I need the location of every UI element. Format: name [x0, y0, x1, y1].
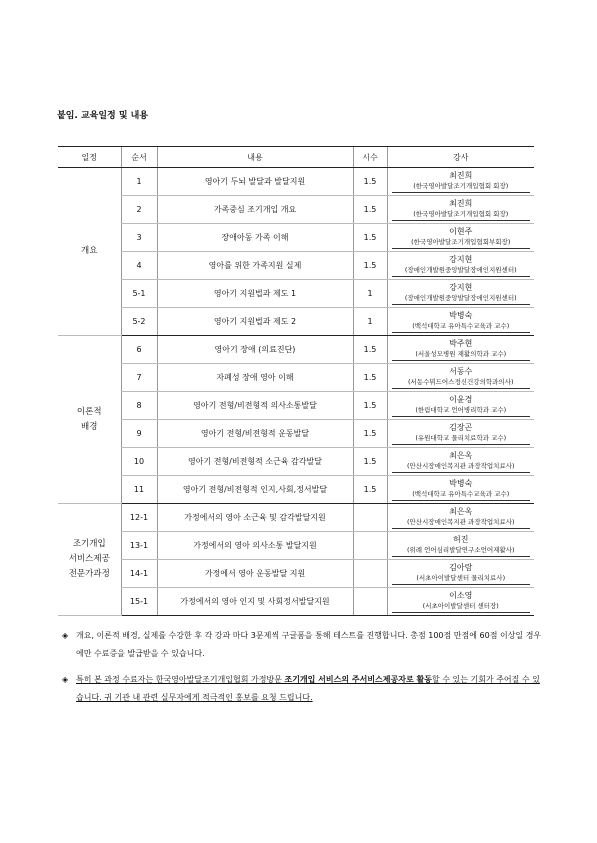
content-cell: 가정에서의 영아 소근육 및 감각발달지원: [157, 504, 353, 532]
instructor-cell: [387, 252, 534, 280]
table-row: [58, 196, 534, 224]
header-content: 내용: [157, 147, 353, 168]
instructor-name: 박병숙: [449, 311, 473, 320]
table-row: [58, 392, 534, 420]
instructor-cell: [387, 196, 534, 224]
instructor-affiliation: (위례 언어심리발달연구소언어재활사): [392, 545, 531, 557]
note-2: [62, 671, 544, 707]
order-cell: 11: [121, 476, 157, 504]
order-cell: 8: [121, 392, 157, 420]
instructor-affiliation: (백석대학교 유아특수교육과 교수): [392, 489, 531, 501]
content-cell: 영아기 전형/비전형적 운동발달: [157, 420, 353, 448]
instructor-affiliation: (서동수뮈드어스정신건강의학과의사): [392, 377, 531, 389]
instructor-cell: [387, 308, 534, 336]
hours-cell: 1.5: [353, 420, 387, 448]
instructor-affiliation: (한국영아발달조기개입협회부회장): [392, 237, 531, 249]
instructor-affiliation: (서초아이발달센터 물리치료사): [392, 573, 531, 585]
instructor-cell: [387, 224, 534, 252]
note-1-text: 개요, 이론적 배경, 실제를 수강한 후 각 강과 마다 3문제씩 구글폼을 통해 테스트를 진행합니다. 총점 100점 만점에 60점 이상일 경우에만 수료증을 발급받을 수 있습니다.: [76, 631, 542, 658]
page-title: 붙임. 교육일정 및 내용: [57, 111, 149, 121]
instructor-name: 최진희: [449, 171, 473, 180]
instructor-affiliation: (유원대학교 물리치료학과 교수): [392, 433, 531, 445]
header-order: 순서: [121, 147, 157, 168]
instructor-name: 강지현: [449, 255, 473, 264]
schedule-table: [58, 146, 534, 616]
instructor-cell: [387, 336, 534, 364]
instructor-cell: [387, 560, 534, 588]
hours-cell: 1: [353, 280, 387, 308]
content-cell: 영아기 지원법과 제도 2: [157, 308, 353, 336]
header-hours: 시수: [353, 147, 387, 168]
instructor-affiliation: (서울성모병원 재활의학과 교수): [392, 349, 531, 361]
diamond-bullet-icon: ◈: [62, 631, 69, 640]
table-row: [58, 308, 534, 336]
content-cell: 영아기 전형/비전형적 인지,사회,정서발달: [157, 476, 353, 504]
table-row: [58, 364, 534, 392]
instructor-name: 이윤경: [449, 395, 473, 404]
content-cell: 자폐성 장애 영아 이해: [157, 364, 353, 392]
table-row: [58, 336, 534, 364]
content-cell: 영아기 장애 (의료진단): [157, 336, 353, 364]
content-cell: 가정에서의 영아 인지 및 사회정서발달지원: [157, 588, 353, 616]
order-cell: 9: [121, 420, 157, 448]
instructor-name: 김아람: [449, 563, 473, 572]
table-row: [58, 588, 534, 616]
hours-cell: 1.5: [353, 448, 387, 476]
instructor-name: 강지현: [449, 283, 473, 292]
content-cell: 영아기 지원법과 제도 1: [157, 280, 353, 308]
instructor-affiliation: (한림대학교 언어병리학과 교수): [392, 405, 531, 417]
order-cell: 14-1: [121, 560, 157, 588]
instructor-cell: [387, 392, 534, 420]
instructor-name: 이소영: [449, 591, 473, 600]
instructor-name: 최은옥: [449, 507, 473, 516]
order-cell: 5-2: [121, 308, 157, 336]
content-cell: 영아기 전형/비전형적 의사소통발달: [157, 392, 353, 420]
instructor-name: 허진: [453, 535, 469, 544]
table-row: [58, 532, 534, 560]
order-cell: 3: [121, 224, 157, 252]
header-schedule: 일정: [58, 147, 121, 168]
hours-cell: 1.5: [353, 364, 387, 392]
content-cell: 가정에서의 영아 의사소통 발달지원: [157, 532, 353, 560]
hours-cell: 1.5: [353, 224, 387, 252]
table-header-row: [58, 147, 534, 168]
instructor-name: 박주현: [449, 339, 473, 348]
header-instructor: 강사: [387, 147, 534, 168]
order-cell: 5-1: [121, 280, 157, 308]
category-cell: 이론적 배경: [58, 336, 121, 504]
instructor-affiliation: (안산시장애인복지관 과장작업치료사): [392, 461, 531, 473]
instructor-affiliation: (서초아이발달센터 센터장): [392, 601, 531, 613]
table-row: [58, 476, 534, 504]
note-2-text-part2: 할 수 있는 기회가 주어질 수 있습니다. 귀 기관 내 관련 실무자에게 적극적인 홍보를 요청 드립니다.: [76, 675, 540, 702]
instructor-affiliation: (백석대학교 유아특수교육과 교수): [392, 321, 531, 333]
hours-cell: 1.5: [353, 252, 387, 280]
order-cell: 10: [121, 448, 157, 476]
instructor-name: 서동수: [449, 367, 473, 376]
table-row: [58, 224, 534, 252]
hours-cell: 1.5: [353, 476, 387, 504]
content-cell: 영아를 위한 가족지원 실제: [157, 252, 353, 280]
instructor-affiliation: (장애인개발원중앙발달장애인지원센터): [392, 293, 531, 305]
instructor-name: 최진희: [449, 199, 473, 208]
order-cell: 1: [121, 168, 157, 196]
order-cell: 12-1: [121, 504, 157, 532]
content-cell: 영아기 전형/비전형적 소근육 감각발달: [157, 448, 353, 476]
hours-cell: 1.5: [353, 336, 387, 364]
content-cell: 장애아동 가족 이해: [157, 224, 353, 252]
instructor-affiliation: (장애인개발원중앙발달장애인지원센터): [392, 265, 531, 277]
hours-cell: [353, 532, 387, 560]
hours-cell: 1: [353, 308, 387, 336]
order-cell: 2: [121, 196, 157, 224]
note-2-text-part1: 특히 본 과정 수료자는 한국영아발달조기개입협회 가정방문: [76, 675, 285, 684]
instructor-cell: [387, 420, 534, 448]
instructor-cell: [387, 476, 534, 504]
instructor-cell: [387, 448, 534, 476]
instructor-name: 박병숙: [449, 479, 473, 488]
order-cell: 7: [121, 364, 157, 392]
notes-section: [62, 627, 544, 715]
order-cell: 4: [121, 252, 157, 280]
table-row: [58, 448, 534, 476]
order-cell: 15-1: [121, 588, 157, 616]
instructor-name: 김장곤: [449, 423, 473, 432]
instructor-cell: [387, 168, 534, 196]
order-cell: 6: [121, 336, 157, 364]
instructor-name: 이현주: [449, 227, 473, 236]
instructor-cell: [387, 364, 534, 392]
table-row: [58, 504, 534, 532]
hours-cell: 1.5: [353, 196, 387, 224]
content-cell: 영아기 두뇌 발달과 발달지원: [157, 168, 353, 196]
instructor-name: 최은옥: [449, 451, 473, 460]
hours-cell: [353, 504, 387, 532]
hours-cell: [353, 588, 387, 616]
table-row: [58, 168, 534, 196]
instructor-cell: [387, 588, 534, 616]
note-2-emphasis: 조기개입 서비스의 주서비스제공자로 활동: [284, 675, 432, 684]
table-row: [58, 420, 534, 448]
instructor-affiliation: (한국영아발달조기개입협회 회장): [392, 209, 531, 221]
instructor-cell: [387, 532, 534, 560]
instructor-affiliation: (안산시장애인복지관 과장작업치료사): [392, 517, 531, 529]
instructor-cell: [387, 280, 534, 308]
content-cell: 가족중심 조기개입 개요: [157, 196, 353, 224]
instructor-affiliation: (한국영아발달조기개입협회 회장): [392, 181, 531, 193]
content-cell: 가정에서 영아 운동발달 지원: [157, 560, 353, 588]
table-row: [58, 560, 534, 588]
note-1: [62, 627, 544, 663]
category-cell: 조기개입 서비스제공 전문가과정: [58, 504, 121, 616]
diamond-bullet-icon: ◈: [62, 675, 69, 684]
category-cell: 개요: [58, 168, 121, 336]
hours-cell: [353, 560, 387, 588]
table-row: [58, 280, 534, 308]
table-body: [58, 168, 534, 616]
hours-cell: 1.5: [353, 392, 387, 420]
hours-cell: 1.5: [353, 168, 387, 196]
table-row: [58, 252, 534, 280]
instructor-cell: [387, 504, 534, 532]
order-cell: 13-1: [121, 532, 157, 560]
